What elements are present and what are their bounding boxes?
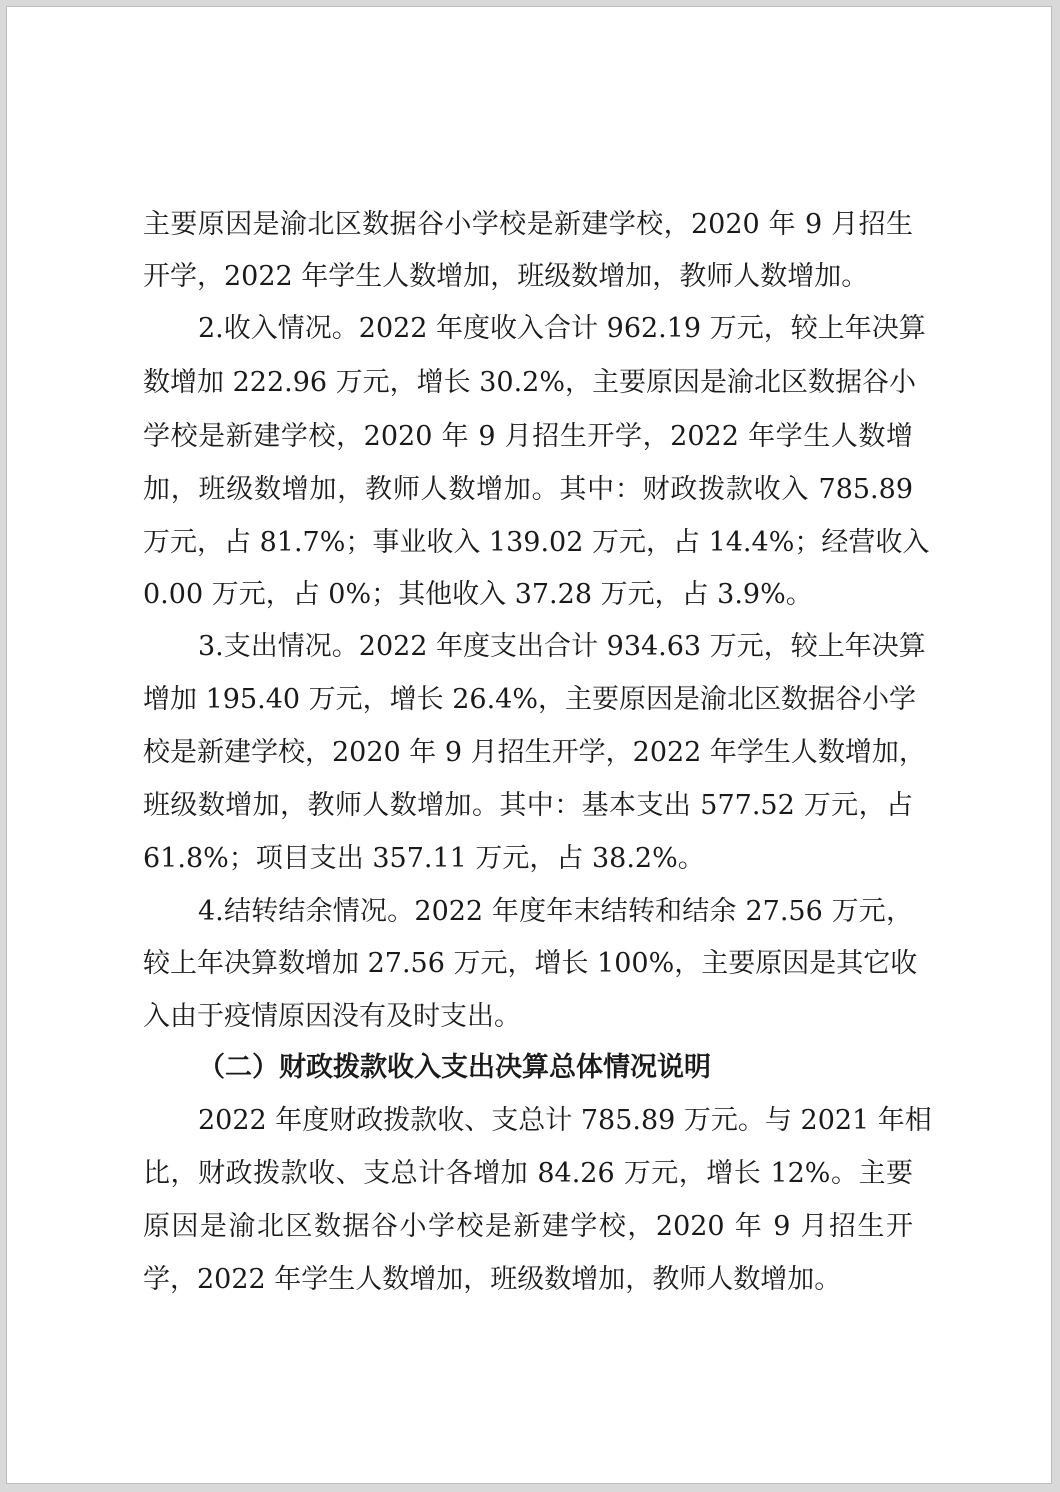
expenditure-paragraph-line: 61.8%；项目支出 357.11 万元，占 38.2%。 [143, 843, 705, 874]
income-paragraph-line: 数增加 222.96 万元，增长 30.2%，主要原因是渝北区数据谷小 [143, 367, 916, 398]
income-paragraph-line: 万元，占 81.7%；事业收入 139.02 万元，占 14.4%；经营收入 [143, 527, 930, 558]
paragraph-line: 开学，2022 年学生人数增加，班级数增加，教师人数增加。 [143, 261, 869, 292]
expenditure-paragraph-line: 校是新建学校，2020 年 9 月招生开学，2022 年学生人数增加， [143, 737, 926, 768]
expenditure-paragraph-line: 增加 195.40 万元，增长 26.4%，主要原因是渝北区数据谷小学 [143, 684, 916, 715]
income-paragraph-line: 2.收入情况。2022 年度收入合计 962.19 万元，较上年决算 [198, 313, 926, 344]
balance-paragraph-line: 4.结转结余情况。2022 年度年末结转和结余 27.56 万元， [198, 896, 913, 927]
fiscal-paragraph-line: 原因是渝北区数据谷小学校是新建学校，2020 年 9 月招生开 [143, 1211, 913, 1242]
fiscal-paragraph-line: 比，财政拨款收、支总计各增加 84.26 万元，增长 12%。主要 [143, 1158, 913, 1189]
paragraph-line: 主要原因是渝北区数据谷小学校是新建学校，2020 年 9 月招生 [143, 209, 913, 240]
fiscal-paragraph-line: 2022 年度财政拨款收、支总计 785.89 万元。与 2021 年相 [198, 1105, 932, 1136]
income-paragraph-line: 加，班级数增加，教师人数增加。其中：财政拨款收入 785.89 [143, 474, 913, 505]
balance-paragraph-line: 入由于疫情原因没有及时支出。 [143, 1001, 521, 1032]
fiscal-paragraph-line: 学，2022 年学生人数增加，班级数增加，教师人数增加。 [143, 1264, 842, 1295]
income-paragraph-line: 学校是新建学校，2020 年 9 月招生开学，2022 年学生人数增 [143, 421, 913, 452]
expenditure-paragraph-line: 3.支出情况。2022 年度支出合计 934.63 万元，较上年决算 [198, 631, 926, 662]
section-heading: （二）财政拨款收入支出决算总体情况说明 [198, 1052, 711, 1083]
balance-paragraph-line: 较上年决算数增加 27.56 万元，增长 100%，主要原因是其它收 [143, 948, 918, 979]
income-paragraph-line: 0.00 万元，占 0%；其他收入 37.28 万元，占 3.9%。 [143, 579, 813, 610]
expenditure-paragraph-line: 班级数增加，教师人数增加。其中：基本支出 577.52 万元，占 [143, 790, 913, 821]
